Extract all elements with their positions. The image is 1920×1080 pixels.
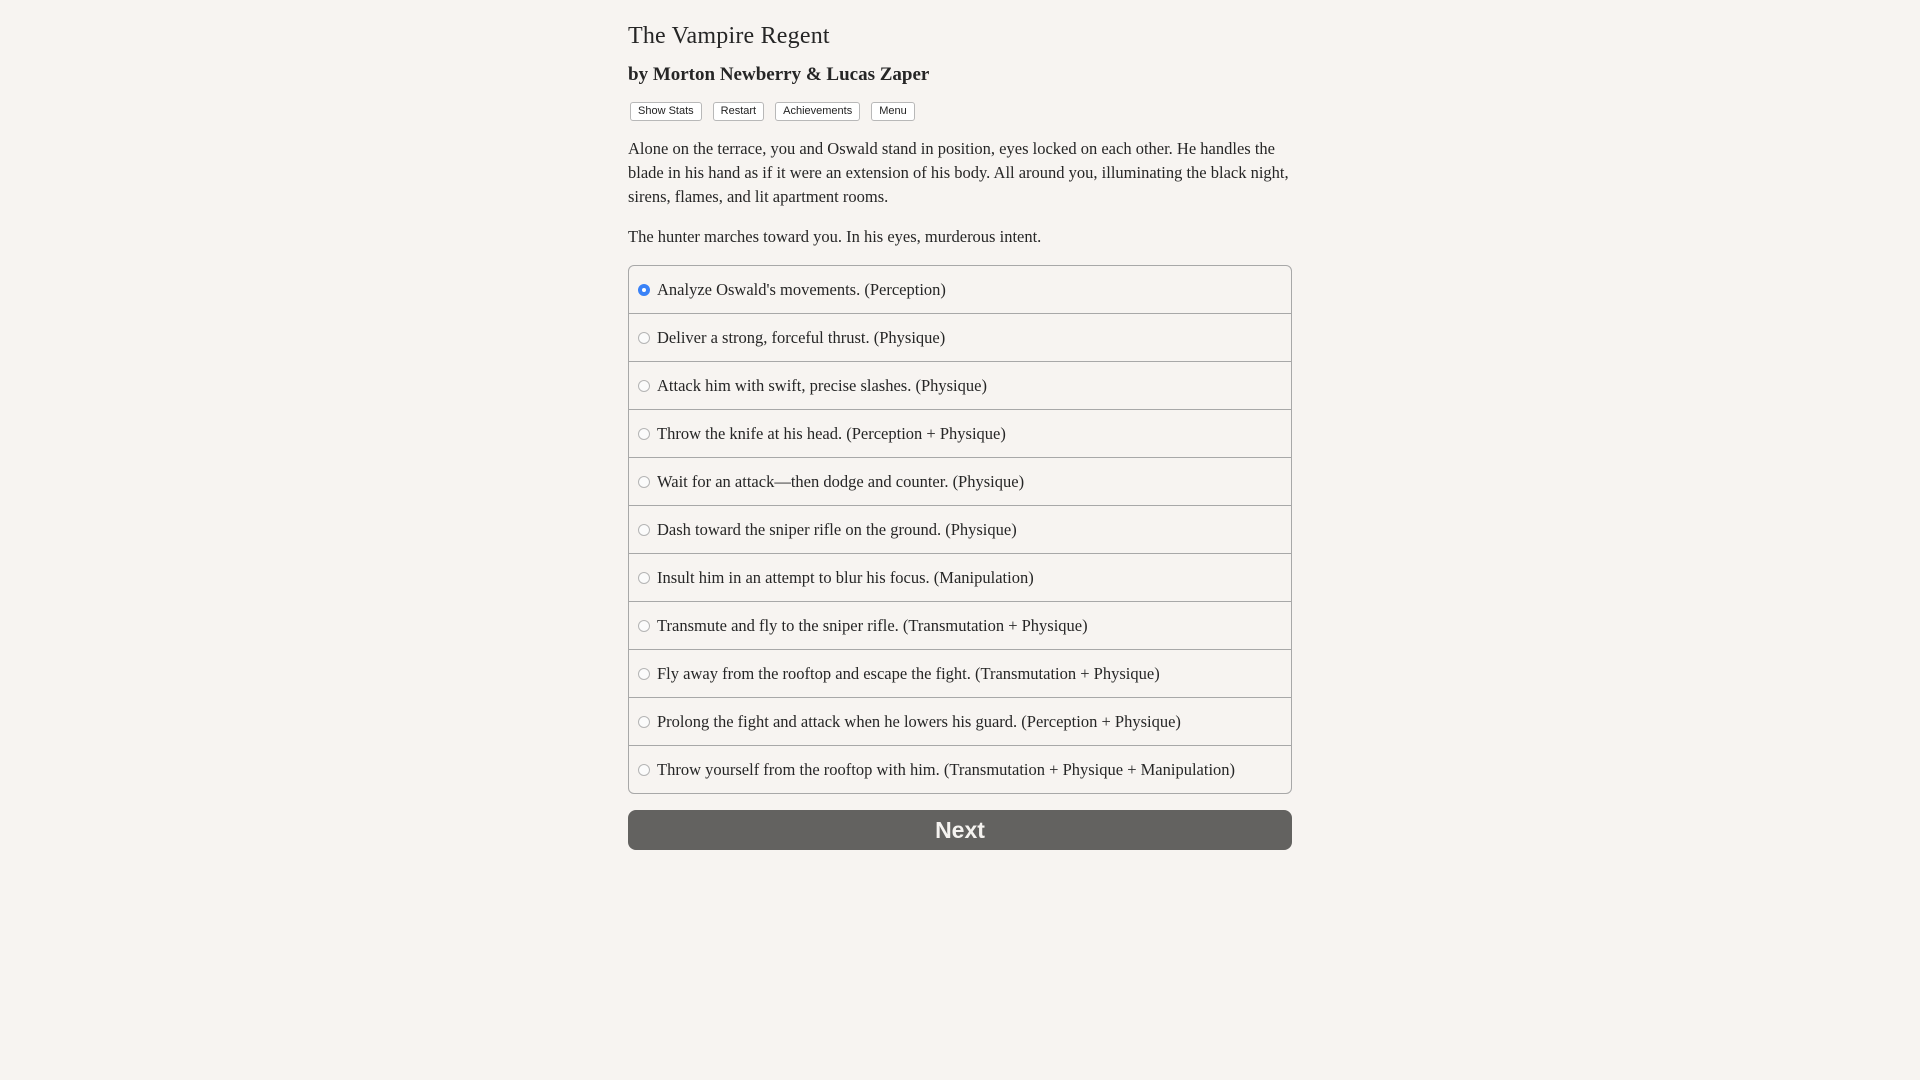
choice-option[interactable] [629, 697, 1291, 745]
game-author: by Morton Newberry & Lucas Zaper [628, 64, 930, 85]
choice-option[interactable] [629, 745, 1291, 793]
choice-option[interactable] [629, 457, 1291, 505]
menu-button[interactable]: Menu [871, 102, 915, 121]
game-container [628, 0, 1292, 850]
radio-button-selected[interactable] [638, 284, 650, 296]
radio-button[interactable] [638, 524, 650, 536]
radio-button[interactable] [638, 764, 650, 776]
game-title: The Vampire Regent [628, 23, 830, 49]
choice-option[interactable] [629, 553, 1291, 601]
choice-label: Wait for an attack—then dodge and counter. (Physique) [657, 471, 1025, 491]
choice-label: Prolong the fight and attack when he lowers his guard. (Perception + Physique) [657, 711, 1181, 731]
radio-button[interactable] [638, 572, 650, 584]
choice-option[interactable] [629, 266, 1291, 313]
story-passage [628, 137, 1292, 249]
choice-label: Fly away from the rooftop and escape the fight. (Transmutation + Physique) [657, 663, 1160, 683]
choice-option[interactable] [629, 505, 1291, 553]
choice-label: Attack him with swift, precise slashes. (Physique) [657, 375, 987, 395]
radio-button[interactable] [638, 332, 650, 344]
radio-button[interactable] [638, 476, 650, 488]
radio-button[interactable] [638, 668, 650, 680]
choice-label: Dash toward the sniper rifle on the ground. (Physique) [657, 519, 1017, 539]
radio-button[interactable] [638, 380, 650, 392]
radio-button[interactable] [638, 716, 650, 728]
choice-list [628, 265, 1292, 794]
radio-button[interactable] [638, 620, 650, 632]
choice-option[interactable] [629, 601, 1291, 649]
radio-button[interactable] [638, 428, 650, 440]
choice-option[interactable] [629, 361, 1291, 409]
choice-label: Deliver a strong, forceful thrust. (Physique) [657, 327, 946, 347]
choice-label: Throw yourself from the rooftop with him. (Transmutation + Physique + Manipulation) [657, 759, 1236, 779]
passage-paragraph: Alone on the terrace, you and Oswald stand in position, eyes locked on each other. He handles the blade in his hand as if it were an extension of his body. All around you, illuminating the black night, sirens, flames, and lit apartment rooms. [628, 139, 1289, 206]
toolbar [628, 102, 1292, 121]
restart-button[interactable]: Restart [713, 102, 764, 121]
next-button[interactable]: Next [628, 810, 1292, 850]
choice-option[interactable] [629, 649, 1291, 697]
choice-label: Analyze Oswald's movements. (Perception) [657, 279, 946, 299]
show-stats-button[interactable]: Show Stats [630, 102, 702, 121]
choice-label: Insult him in an attempt to blur his focus. (Manipulation) [657, 567, 1034, 587]
choice-label: Transmute and fly to the sniper rifle. (Transmutation + Physique) [657, 615, 1088, 635]
passage-paragraph: The hunter marches toward you. In his eyes, murderous intent. [628, 227, 1042, 246]
choice-option[interactable] [629, 409, 1291, 457]
choice-label: Throw the knife at his head. (Perception + Physique) [657, 423, 1006, 443]
achievements-button[interactable]: Achievements [775, 102, 860, 121]
choice-option[interactable] [629, 313, 1291, 361]
